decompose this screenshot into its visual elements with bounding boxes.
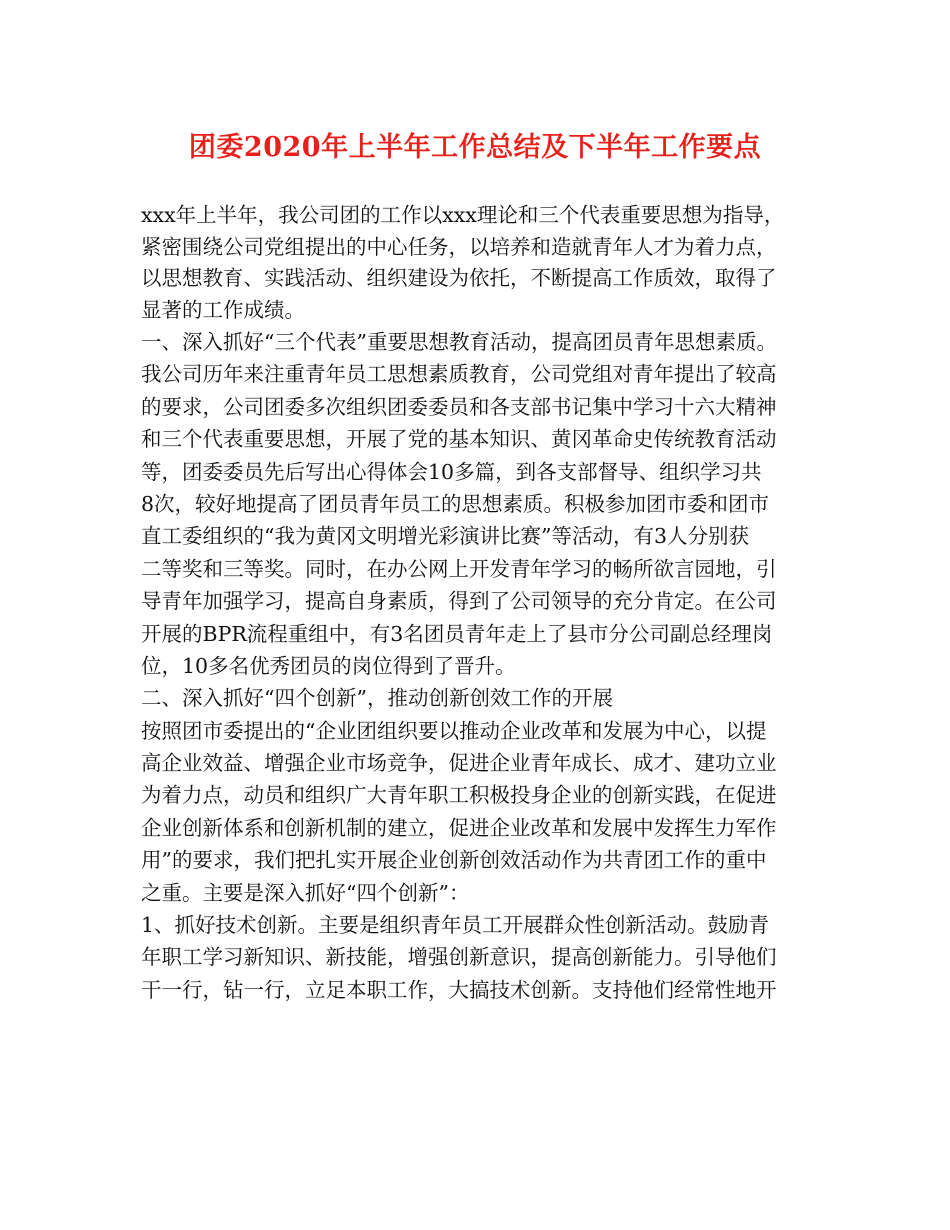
body-line: 年职工学习新知识、新技能，增强创新意识，提高创新能力。引导他们 bbox=[141, 945, 777, 970]
body-line: 的要求，公司团委多次组织团委委员和各支部书记集中学习十六大精神 bbox=[141, 394, 777, 419]
body-line: 按照团市委提出的“企业团组织要以推动企业改革和发展为中心，以提 bbox=[141, 718, 767, 743]
body-line: 高企业效益、增强企业市场竞争，促进企业青年成长、成才、建功立业 bbox=[141, 751, 777, 776]
body-line: 1、抓好技术创新。主要是组织青年员工开展群众性创新活动。鼓励青 bbox=[141, 913, 770, 938]
document-body bbox=[141, 200, 831, 1006]
body-line: 二等奖和三等奖。同时，在办公网上开发青年学习的畅所欲言园地，引 bbox=[141, 556, 777, 581]
body-line: 用”的要求，我们把扎实开展企业创新创效活动作为共青团工作的重中 bbox=[141, 848, 767, 873]
body-line: xxx年上半年，我公司团的工作以xxx理论和三个代表重要思想为指导， bbox=[141, 203, 785, 227]
body-line: 以思想教育、实践活动、组织建设为依托，不断提高工作质效，取得了 bbox=[141, 266, 777, 290]
body-line: 开展的BPR流程重组中，有3名团员青年走上了县市分公司副总经理岗 bbox=[141, 621, 773, 646]
body-line: 位，10多名优秀团员的岗位得到了晋升。 bbox=[141, 653, 516, 678]
body-line: 8次，较好地提高了团员青年员工的思想素质。积极参加团市委和团市 bbox=[141, 491, 770, 516]
intro-paragraph bbox=[141, 200, 831, 326]
body-line: 为着力点，动员和组织广大青年职工积极投身企业的创新实践，在促进 bbox=[141, 783, 777, 808]
body-line: 导青年加强学习，提高自身素质，得到了公司领导的充分肯定。在公司 bbox=[141, 589, 777, 614]
section-heading-1: 一、深入抓好“三个代表”重要思想教育活动，提高团员青年思想素质。 bbox=[141, 330, 777, 354]
section-heading-2: 二、深入抓好“四个创新”，推动创新创效工作的开展 bbox=[141, 686, 613, 711]
body-line: 直工委组织的“我为黄冈文明增光彩演讲比赛”等活动，有3人分别获 bbox=[141, 524, 750, 549]
body-line: 我公司历年来注重青年员工思想素质教育，公司党组对青年提出了较高 bbox=[141, 362, 777, 387]
body-line: 显著的工作成绩。 bbox=[141, 297, 305, 322]
body-line: 等，团委委员先后写出心得体会10多篇，到各支部督导、组织学习共 bbox=[141, 459, 762, 484]
body-line: 紧密围绕公司党组提出的中心任务，以培养和造就青年人才为着力点， bbox=[141, 234, 777, 259]
body-line: 和三个代表重要思想，开展了党的基本知识、黄冈革命史传统教育活动 bbox=[141, 427, 777, 452]
body-line: 企业创新体系和创新机制的建立，促进企业改革和发展中发挥生力军作 bbox=[141, 815, 777, 840]
body-line: 干一行，钻一行，立足本职工作，大搞技术创新。支持他们经常性地开 bbox=[141, 977, 777, 1002]
document-title: 团委2020年上半年工作总结及下半年工作要点 bbox=[188, 132, 762, 163]
body-line: 之重。主要是深入抓好“四个创新”： bbox=[141, 880, 470, 905]
